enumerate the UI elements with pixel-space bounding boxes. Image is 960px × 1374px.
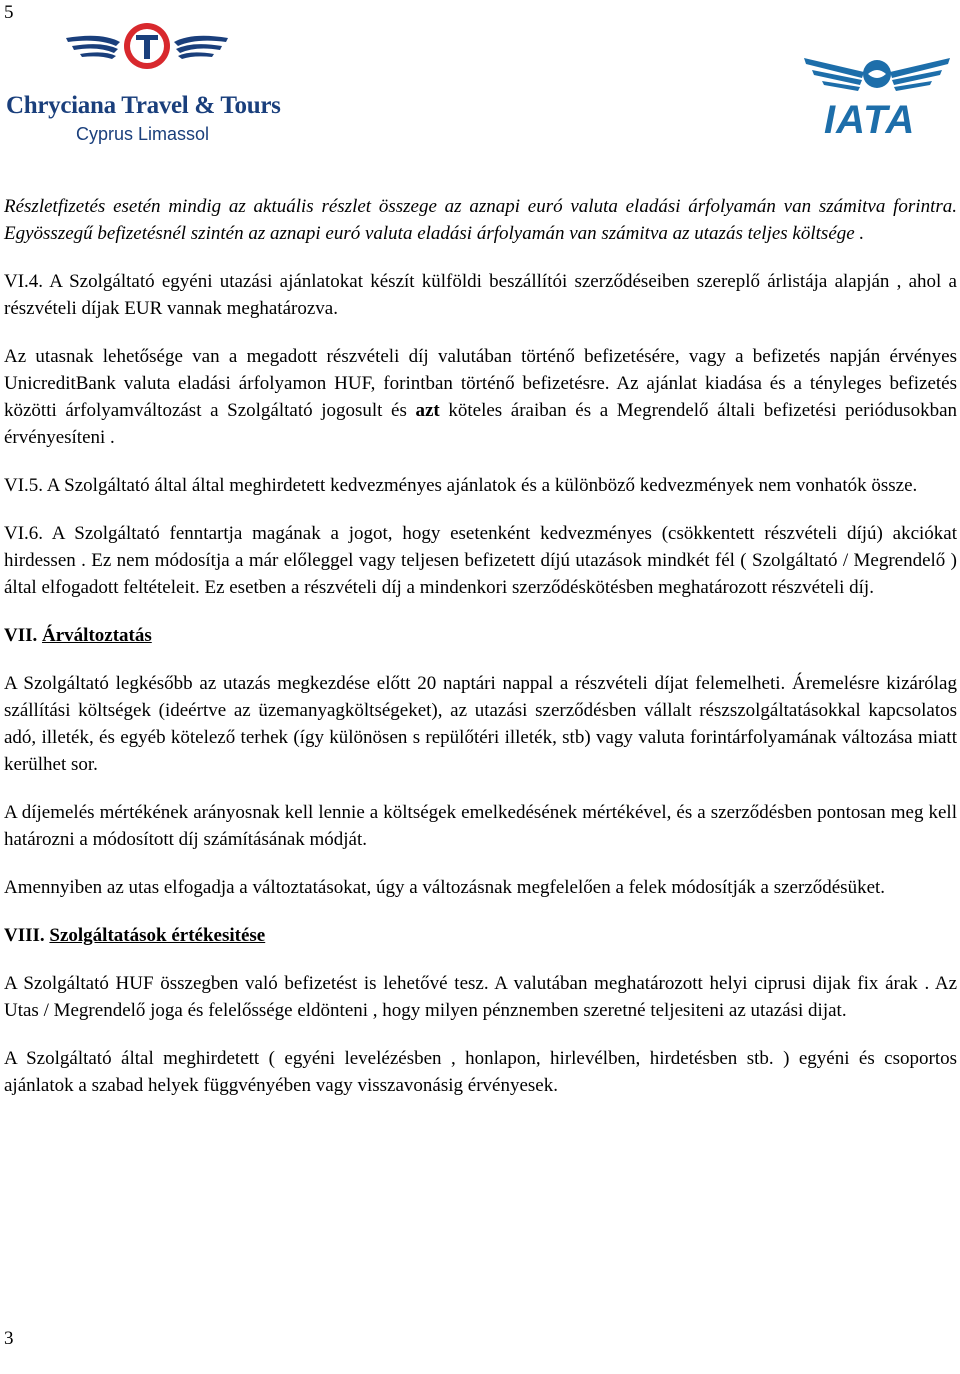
paragraph-vi-5: VI.5. A Szolgáltató által által meghirdetett kedvezményes ajánlatok és a különböző kedvezmények nem vonhatók össze. (4, 475, 918, 496)
text-run: Az utasnak lehetősége van a megadott részvételi díj valutában történő befizetésére, vagy a befizetés napján érvényes UnicreditBank valuta eladási árfolyamon HUF, forintban történő befizetésre. Az ajánlat kiadása és a tényleges befizetés közötti árfolyamváltozást a Szolgáltató jogosult és (4, 346, 957, 421)
iata-wordmark: IATA (824, 98, 916, 142)
paragraph-vi-4: VI.4. A Szolgáltató egyéni utazási ajánlatokat készít külföldi beszállítói szerződéseiben szereplő árlistája alapján , ahol a részvételi díjak EUR vannak meghatározva. (4, 271, 957, 319)
page-number-top: 5 (4, 2, 14, 23)
iata-wings-icon (802, 52, 952, 100)
chryciana-emblem-icon (62, 22, 232, 72)
heading-title: Árváltoztatás (42, 625, 152, 646)
section-heading-viii (4, 922, 957, 949)
iata-logo (802, 52, 952, 142)
heading-number: VII. (4, 625, 38, 646)
text-run: köteles áraiban és a Megrendelő általi befizetési periódusokban érvényesíteni . (4, 400, 958, 448)
page-number-bottom: 3 (4, 1328, 14, 1349)
section-heading-vii (4, 622, 957, 649)
bold-word: azt (415, 400, 440, 421)
document-body (4, 193, 957, 1099)
paragraph-acceptance: Amennyiben az utas elfogadja a változtatásokat, úgy a változásnak megfelelően a felek módosítják a szerződésüket. (4, 877, 886, 898)
paragraph-price-increase: A Szolgáltató legkésőbb az utazás megkezdése előtt 20 naptári nappal a részvételi díjat felemelheti. Áremelésre kizárólag szállítási költségek (ideértve az üzemanyagköltségeket), az utazási szerződésben vállalt részszolgáltatásokkal kapcsolatos adó, illeték, és egyéb kötelező terhek (így különösen s repülőtéri illeték, stb) vagy valuta forintárfolyamának változása miatt kerülhet sor. (4, 673, 957, 775)
brand-name: Chryciana Travel & Tours (6, 92, 281, 119)
paragraph-increase-proportion: A díjemelés mértékének arányosnak kell lennie a költségek emelkedésének mértékével, és a szerződésben pontosan meg kell határozni a módosított díj számításának módját. (4, 802, 957, 850)
heading-title: Szolgáltatások értékesitése (49, 925, 266, 946)
paragraph-vi-6: VI.6. A Szolgáltató fenntartja magának a jogot, hogy esetenként kedvezményes (csökkentett részvételi díjú) akciókat hirdessen . Ez nem módosítja a már előleggel vagy teljesen befizetett díjú utazások mindkét fél ( Szolgáltató / Megrendelő ) által elfogadott feltételeit. Ez esetben a részvételi díj a mindenkori szerződéskötésben meghatározott részvételi díj. (4, 523, 957, 598)
paragraph-huf-payment: A Szolgáltató HUF összegben való befizetést is lehetővé tesz. A valutában meghatározott helyi ciprusi dijak fix árak . Az Utas / Megrendelő joga és felelőssége eldönteni , hogy milyen pénznemben szeretné teljesiteni az utazási dijat. (4, 973, 957, 1021)
brand-location: Cyprus Limassol (76, 124, 210, 144)
paragraph-installment: Részletfizetés esetén mindig az aktuális részlet összege az aznapi euró valuta eladási árfolyamán van számitva forintra. Egyösszegű befizetésnél szintén az aznapi euró valuta eladási árfolyamán van számitva az utazás teljes költsége . (4, 196, 957, 244)
heading-number: VIII. (4, 925, 45, 946)
chryciana-logo (4, 22, 284, 146)
paragraph-currency-payment (4, 343, 957, 451)
paragraph-offers-validity: A Szolgáltató által meghirdetett ( egyéni levelézésben , honlapon, hirlevélben, hirdetésben stb. ) egyéni és csoportos ajánlatok a szabad helyek függvényében vagy visszavonásig érvényesek. (4, 1048, 957, 1096)
